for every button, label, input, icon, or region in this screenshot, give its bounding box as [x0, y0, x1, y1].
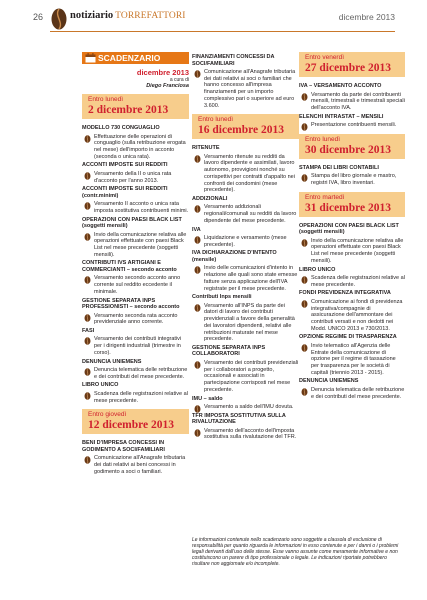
calendar-icon: [85, 53, 96, 63]
deadline-topic: STAMPA DEI LIBRI CONTABILI: [299, 164, 379, 171]
deadline-description: Versamento secondo acconto anno corrente sul reddito eccedente il minimale.: [94, 275, 181, 295]
deadline-list: [299, 83, 405, 129]
deadline-item: [299, 122, 405, 129]
deadline-description: Scadenza delle registrazioni relative al mese precedente.: [311, 275, 405, 288]
deadline-topic: OPERAZIONI CON PAESI BLACK LIST (soggetti mensili): [299, 222, 399, 236]
coffee-bean-bullet-icon: [84, 172, 91, 180]
coffee-bean-bullet-icon: [301, 174, 308, 182]
deadline-description: Invio della comunicazione relativa alle operazioni effettuate con paesi Black List nel mese precedente (soggetti mensili).: [311, 237, 404, 264]
coffee-bean-bullet-icon: [194, 429, 201, 437]
deadline-item: [82, 275, 189, 295]
deadline-day-banner: [82, 94, 189, 119]
coffee-bean-bullet-icon: [84, 135, 91, 143]
deadline-list: [82, 440, 189, 475]
deadline-description: Effettuazione delle operazioni di conguaglio (sulla retribuzione erogata nel mese) dell'importo in acconto (seconda o unica rata).: [94, 133, 186, 160]
deadline-day-label: Entro lunedì: [88, 96, 124, 103]
deadline-topic: IMU – saldo: [192, 395, 223, 402]
coffee-bean-bullet-icon: [194, 236, 201, 244]
deadline-day-label: Entro lunedì: [198, 116, 234, 124]
deadline-description: Versamento dei contributi previdenziali per i collaboratori a progetto, occasionali e associati in partecipazione corrisposti nel mese precedente.: [204, 359, 299, 393]
deadline-description: Versamento ritenute su redditi da lavoro dipendente e assimilati, lavoro autonomo, provvigioni nonché su corrispettivi per contratti d'appalto nei confronti dei condomini (mese precedente).: [204, 153, 295, 194]
coffee-bean-bullet-icon: [301, 123, 308, 131]
deadline-item: [82, 171, 189, 184]
deadline-description: Denuncia telematica delle retribuzione e dei contributi del mese precedente.: [311, 386, 405, 400]
coffee-bean-bullet-icon: [84, 456, 91, 464]
deadline-description: Invio telematico all'Agenzia delle Entrate della comunicazione di opzione per il regime di tassazione per trasparenza per le società di capitali (triennio 2013 - 2015).: [311, 342, 396, 376]
deadline-item: [192, 204, 299, 224]
deadline-topic: OPZIONE REGIME DI TRASPARENZA: [299, 334, 397, 341]
deadline-topic: IVA – VERSAMENTO ACCONTO: [299, 83, 382, 89]
deadline-topic: ACCONTI IMPOSTE SUI REDDITI (contr.minimi): [82, 186, 168, 199]
deadline-description: Comunicazione all'Anagrafe tributaria dei dati relativi ai beni concessi in godimento a soci o familiari.: [94, 455, 186, 475]
deadline-list: [82, 125, 189, 404]
author-name: Diego Franciosa: [146, 83, 189, 89]
deadline-item: [192, 265, 299, 292]
column-3: [299, 52, 405, 402]
coffee-bean-bullet-icon: [194, 304, 201, 312]
coffee-bean-logo-icon: [50, 7, 68, 31]
deadline-topic: IVA: [192, 226, 201, 233]
deadline-item: [299, 299, 405, 333]
coffee-bean-bullet-icon: [84, 202, 91, 210]
deadline-description: Versamento II acconto o unica rata imposta sostitutiva contribuenti minimi.: [94, 201, 189, 214]
deadline-topic: DENUNCIA UNIEMENS: [299, 378, 359, 385]
column-2: [192, 52, 299, 443]
deadline-item: [299, 173, 405, 186]
coffee-bean-bullet-icon: [301, 300, 308, 308]
coffee-bean-bullet-icon: [301, 276, 308, 284]
deadline-list: [192, 145, 299, 441]
deadline-topic: LIBRO UNICO: [82, 382, 119, 389]
coffee-bean-bullet-icon: [84, 276, 91, 284]
deadline-description: Versamento dei contributi integrativi per i dirigenti industriali (trimestre in corso).: [94, 336, 182, 356]
deadline-topic: GESTIONE SEPARATA INPS COLLABORATORI: [192, 344, 266, 358]
deadline-day-label: Entro martedì: [305, 193, 345, 201]
coffee-bean-bullet-icon: [84, 233, 91, 241]
coffee-bean-bullet-icon: [84, 337, 91, 345]
deadline-item: [82, 232, 189, 259]
coffee-bean-bullet-icon: [301, 344, 308, 352]
coffee-bean-bullet-icon: [301, 93, 308, 101]
column-1: [82, 52, 189, 477]
deadline-topic: GESTIONE SEPARATA INPS PROFESSIONISTI – secondo acconto: [82, 297, 180, 311]
deadline-description: Comunicazione ai fondi di previdenza integrativa/compagnie di assicurazione dell'ammontare dei contributi versati e non dedotti nei Modd. UNICO 2013 e 730/2013.: [311, 298, 403, 332]
deadline-list: [192, 54, 299, 109]
deadline-topic: IVA DICHIARAZIONE D'INTENTO (mensile): [192, 250, 277, 263]
coffee-bean-bullet-icon: [84, 314, 91, 322]
deadline-description: Versamento seconda rata acconto previdenziale anno corrente.: [94, 312, 178, 326]
deadline-topic: FONDI PREVIDENZA INTEGRATIVA: [299, 290, 391, 297]
deadline-item: [82, 367, 189, 380]
deadline-topic: ACCONTI IMPOSTE SUI REDDITI: [82, 162, 168, 169]
header-rule: [50, 31, 395, 32]
deadline-topic: LIBRO UNICO: [299, 266, 336, 273]
deadline-description: Liquidazione e versamento (mese precedente).: [204, 235, 287, 248]
deadline-topic: DENUNCIA UNIEMENS: [82, 358, 142, 365]
deadline-item: [192, 360, 299, 394]
deadline-item: [192, 235, 299, 248]
deadline-day-label: Entro lunedì: [305, 135, 341, 143]
deadline-item: [82, 201, 189, 214]
deadline-date: 2 dicembre 2013: [88, 104, 169, 116]
deadline-day-label: Entro venerdì: [305, 54, 345, 61]
deadline-item: [192, 69, 299, 109]
deadline-description: Versamento addizionali regionali/comunali su redditi da lavoro dipendente del mese precedente.: [204, 204, 297, 224]
magazine-name: notiziario: [70, 10, 114, 21]
coffee-bean-bullet-icon: [301, 239, 308, 247]
deadline-description: Invio della comunicazione relativa alle operazioni effettuate con paesi Black List nel mese precedente (soggetti mensili).: [94, 231, 187, 258]
deadline-item: [192, 303, 299, 343]
coffee-bean-bullet-icon: [194, 361, 201, 369]
coffee-bean-bullet-icon: [84, 392, 91, 400]
deadline-day-banner: [82, 409, 189, 434]
deadline-description: Versamento a saldo dell'IMU dovuta.: [204, 404, 294, 410]
deadline-description: Versamento all'INPS da parte dei datori di lavoro dei contributi previdenziali a favore della generalità dei lavoratori dipendenti, relativi alle retribuzioni maturate nel mese precedente.: [204, 302, 295, 343]
deadline-topic: ADDIZIONALI: [192, 195, 228, 202]
deadline-topic: FASI: [82, 327, 95, 334]
page-number: 26: [33, 12, 44, 22]
deadline-item: [299, 92, 405, 112]
coffee-bean-bullet-icon: [301, 388, 308, 396]
coffee-bean-bullet-icon: [194, 205, 201, 213]
deadline-description: Presentazione contribuenti mensili.: [311, 122, 397, 129]
deadline-date: 31 dicembre 2013: [305, 201, 392, 214]
deadline-item: [82, 336, 189, 356]
deadline-topic: RITENUTE: [192, 145, 220, 152]
deadline-description: Scadenza delle registrazioni relative al mese precedente.: [94, 390, 188, 404]
deadline-topic: ELENCHI INTRASTAT – MENSILI: [299, 113, 384, 120]
deadline-item: [82, 455, 189, 475]
deadline-topic: OPERAZIONI CON PAESI BLACK LIST (soggetti mensili): [82, 216, 182, 230]
deadline-date: 16 dicembre 2013: [198, 124, 285, 137]
deadline-date: 12 dicembre 2013: [88, 419, 175, 432]
deadline-item: [192, 428, 299, 441]
coffee-bean-bullet-icon: [194, 70, 201, 78]
deadline-description: Versamento dell'acconto dell'imposta sostitutiva sulla rivalutazione del TFR.: [204, 427, 297, 441]
byline-prefix: a cura di: [169, 77, 189, 83]
deadline-topic: TFR IMPOSTA SOSTITUTIVA SULLA RIVALUTAZIONE: [192, 412, 286, 426]
deadline-item: [82, 134, 189, 161]
deadline-topic: Contributi Inps mensili: [192, 294, 252, 301]
deadline-topic: FINANZIAMENTI CONCESSI DA SOCI/FAMILIARI: [192, 54, 275, 67]
deadline-item: [192, 404, 299, 411]
deadline-description: Versamento della II o unica rata d'acconto per l'anno 2013.: [94, 170, 172, 184]
byline: [82, 77, 189, 89]
deadline-list: [299, 223, 405, 401]
deadline-day-banner: [299, 134, 405, 159]
deadline-item: [82, 391, 189, 404]
deadline-topic: MODELLO 730 CONGUAGLIO: [82, 125, 160, 131]
deadline-topic: BENI D'IMPRESA CONCESSI IN GODIMENTO A SOCI/FAMILIARI: [82, 440, 165, 453]
issue-date: dicembre 2013: [338, 12, 395, 22]
disclaimer-note: Le informazioni contenute nello scadenzario sono soggette a clausola di esclusione di responsabilità per quanto riguarda le informazioni in esso contenute e per i danni o i problemi legali derivanti dall'uso delle stesse. Esse vanno assunte come meramente informative e non costituiscono un parere di tipo professionale o legale. Le indicazioni riportate potrebbero risultare non aggiornate e/o incomplete.: [192, 537, 399, 567]
section-month: dicembre 2013: [136, 68, 189, 77]
deadline-day-label: Entro giovedì: [88, 411, 127, 419]
deadline-topic: CONTRIBUTI IVS ARTIGIANI E COMMERCIANTI – secondo acconto: [82, 260, 177, 273]
deadline-day-banner: [299, 192, 405, 217]
page-header: [0, 0, 427, 36]
deadline-date: 27 dicembre 2013: [305, 62, 392, 74]
coffee-bean-bullet-icon: [84, 368, 91, 376]
deadline-day-banner: [299, 52, 405, 77]
deadline-item: [299, 343, 405, 377]
magazine-title: [70, 10, 186, 21]
deadline-date: 30 dicembre 2013: [305, 143, 392, 156]
deadline-item: [299, 387, 405, 400]
deadline-description: Denuncia telematica delle retribuzione e dei contributi del mese precedente.: [94, 367, 188, 380]
deadline-item: [299, 238, 405, 265]
deadline-description: Invio delle comunicazioni d'intento in relazione alle quali sono state emesse fatture senza applicazione dell'IVA registrate per il mese precedente.: [204, 265, 298, 292]
deadline-day-banner: [192, 114, 299, 139]
deadline-item: [82, 313, 189, 326]
deadline-description: Versamento da parte dei contribuenti mensili, trimestrali e trimestrali speciali dell'acconto IVA.: [311, 91, 405, 111]
coffee-bean-bullet-icon: [194, 155, 201, 163]
section-title: SCADENZARIO FISCALE: [98, 53, 161, 75]
deadline-description: Comunicazione all'Anagrafe tributaria dei dati relativi ai soci o familiari che hanno concesso all'impresa finanziamenti per un importo complessivo pari o superiore ad euro 3.600.: [204, 69, 296, 109]
coffee-bean-bullet-icon: [194, 266, 201, 274]
coffee-bean-bullet-icon: [194, 405, 201, 413]
deadline-item: [299, 275, 405, 288]
magazine-subtitle: TORREFATTORI: [115, 11, 186, 21]
deadline-list: [299, 165, 405, 187]
deadline-description: Stampa del libro giornale e mastro, registri IVA, libro inventari.: [311, 173, 397, 187]
deadline-item: [192, 154, 299, 194]
